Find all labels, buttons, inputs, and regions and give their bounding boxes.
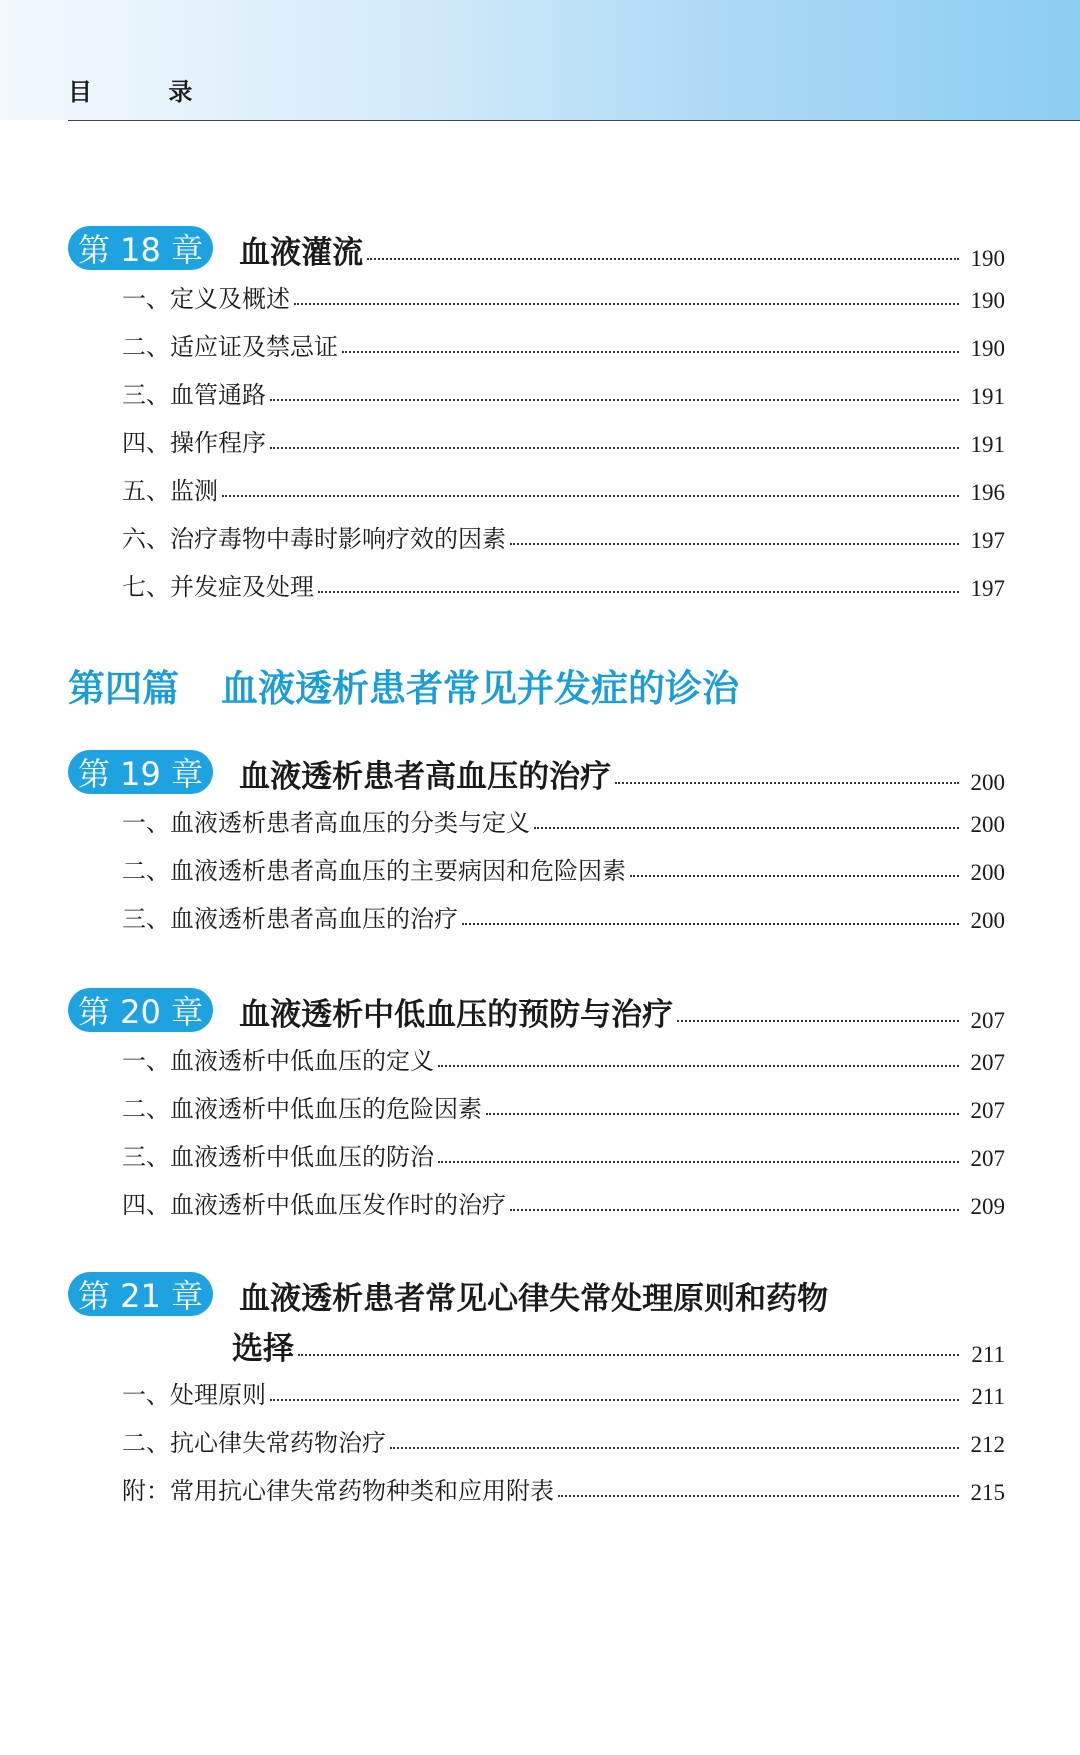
chapter-18-heading[interactable] bbox=[68, 222, 1005, 272]
chapter-title: 血液灌流 bbox=[239, 235, 364, 271]
toc-entry[interactable] bbox=[122, 376, 1005, 410]
chapter-badge: 第 20 章 bbox=[68, 988, 213, 1032]
toc-entry[interactable] bbox=[122, 1424, 1005, 1458]
entry-title: 一、处理原则 bbox=[122, 1381, 266, 1409]
entry-title: 五、监测 bbox=[122, 477, 218, 505]
chapter-badge: 第 19 章 bbox=[68, 750, 213, 794]
toc-entry[interactable] bbox=[122, 1090, 1005, 1124]
page-number: 200 bbox=[970, 860, 1005, 885]
toc-entry[interactable] bbox=[122, 520, 1005, 554]
part-heading[interactable] bbox=[68, 660, 739, 710]
page-number: 191 bbox=[970, 384, 1005, 409]
page-number: 200 bbox=[970, 908, 1005, 933]
toc-entry[interactable] bbox=[122, 1138, 1005, 1172]
page-number: 212 bbox=[970, 1432, 1005, 1457]
entry-title: 四、血液透析中低血压发作时的治疗 bbox=[122, 1191, 506, 1219]
toc-entry[interactable] bbox=[122, 280, 1005, 314]
page-number: 190 bbox=[970, 288, 1005, 313]
page-number: 190 bbox=[970, 336, 1005, 361]
chapter-badge: 第 21 章 bbox=[68, 1272, 213, 1316]
part-title: 血液透析患者常见并发症的诊治 bbox=[221, 667, 739, 710]
entry-title: 一、血液透析中低血压的定义 bbox=[122, 1047, 434, 1075]
page-number: 211 bbox=[971, 1342, 1005, 1367]
page-number: 196 bbox=[970, 480, 1005, 505]
dot-leader bbox=[462, 923, 959, 925]
dot-leader bbox=[318, 591, 959, 593]
entry-title: 附：常用抗心律失常药物种类和应用附表 bbox=[122, 1477, 554, 1505]
chapter-21-heading[interactable] bbox=[68, 1268, 828, 1318]
page-number: 215 bbox=[970, 1480, 1005, 1505]
dot-leader bbox=[367, 258, 959, 260]
page-number: 197 bbox=[970, 528, 1005, 553]
toc-entry[interactable] bbox=[122, 424, 1005, 458]
dot-leader bbox=[298, 1354, 959, 1356]
entry-title: 七、并发症及处理 bbox=[122, 573, 314, 601]
dot-leader bbox=[342, 351, 959, 353]
toc-entry[interactable] bbox=[122, 1042, 1005, 1076]
chapter-20-heading[interactable] bbox=[68, 984, 1005, 1034]
chapter-badge: 第 18 章 bbox=[68, 226, 213, 270]
page-number: 191 bbox=[970, 432, 1005, 457]
toc-entry[interactable] bbox=[122, 900, 1005, 934]
dot-leader bbox=[558, 1495, 959, 1497]
page-number: 200 bbox=[970, 812, 1005, 837]
entry-title: 一、血液透析患者高血压的分类与定义 bbox=[122, 809, 530, 837]
chapter-19-heading[interactable] bbox=[68, 746, 1005, 796]
toc-entry[interactable] bbox=[122, 804, 1005, 838]
toc-entry[interactable] bbox=[122, 568, 1005, 602]
entry-title: 二、适应证及禁忌证 bbox=[122, 333, 338, 361]
toc-entry[interactable] bbox=[122, 328, 1005, 362]
entry-title: 六、治疗毒物中毒时影响疗效的因素 bbox=[122, 525, 506, 553]
toc-entry[interactable] bbox=[122, 1472, 1005, 1506]
dot-leader bbox=[677, 1020, 959, 1022]
toc-entry[interactable] bbox=[122, 1186, 1005, 1220]
page-number: 207 bbox=[970, 1008, 1005, 1033]
page-number: 207 bbox=[970, 1098, 1005, 1123]
entry-title: 三、血液透析中低血压的防治 bbox=[122, 1143, 434, 1171]
chapter-title-line2: 选择 bbox=[232, 1331, 294, 1367]
toc-entry[interactable] bbox=[122, 1376, 1005, 1410]
page-number: 207 bbox=[970, 1050, 1005, 1075]
dot-leader bbox=[270, 447, 959, 449]
entry-title: 二、血液透析中低血压的危险因素 bbox=[122, 1095, 482, 1123]
toc-entry[interactable] bbox=[122, 852, 1005, 886]
entry-title: 一、定义及概述 bbox=[122, 285, 290, 313]
dot-leader bbox=[615, 782, 959, 784]
dot-leader bbox=[534, 827, 959, 829]
dot-leader bbox=[438, 1161, 959, 1163]
entry-title: 四、操作程序 bbox=[122, 429, 266, 457]
chapter-title: 血液透析患者高血压的治疗 bbox=[239, 759, 612, 795]
dot-leader bbox=[510, 1209, 959, 1211]
dot-leader bbox=[222, 495, 959, 497]
page-number: 207 bbox=[970, 1146, 1005, 1171]
page-number: 209 bbox=[970, 1194, 1005, 1219]
page-number: 197 bbox=[970, 576, 1005, 601]
dot-leader bbox=[270, 1399, 959, 1401]
entry-title: 三、血管通路 bbox=[122, 381, 266, 409]
entry-title: 二、血液透析患者高血压的主要病因和危险因素 bbox=[122, 857, 626, 885]
dot-leader bbox=[294, 303, 959, 305]
toc-entry[interactable] bbox=[122, 472, 1005, 506]
entry-title: 二、抗心律失常药物治疗 bbox=[122, 1429, 386, 1457]
chapter-title: 血液透析中低血压的预防与治疗 bbox=[239, 997, 674, 1033]
page-number: 200 bbox=[970, 770, 1005, 795]
entry-title: 三、血液透析患者高血压的治疗 bbox=[122, 905, 458, 933]
chapter-title-line1: 血液透析患者常见心律失常处理原则和药物 bbox=[239, 1281, 829, 1317]
dot-leader bbox=[510, 543, 959, 545]
dot-leader bbox=[630, 875, 959, 877]
page-header-title: 目 录 bbox=[68, 78, 227, 106]
dot-leader bbox=[390, 1447, 959, 1449]
page-number: 190 bbox=[970, 246, 1005, 271]
dot-leader bbox=[486, 1113, 959, 1115]
dot-leader bbox=[438, 1065, 959, 1067]
chapter-21-heading-continued[interactable] bbox=[232, 1318, 1005, 1368]
page-number: 211 bbox=[971, 1384, 1005, 1409]
part-label: 第四篇 bbox=[68, 667, 179, 710]
dot-leader bbox=[270, 399, 959, 401]
